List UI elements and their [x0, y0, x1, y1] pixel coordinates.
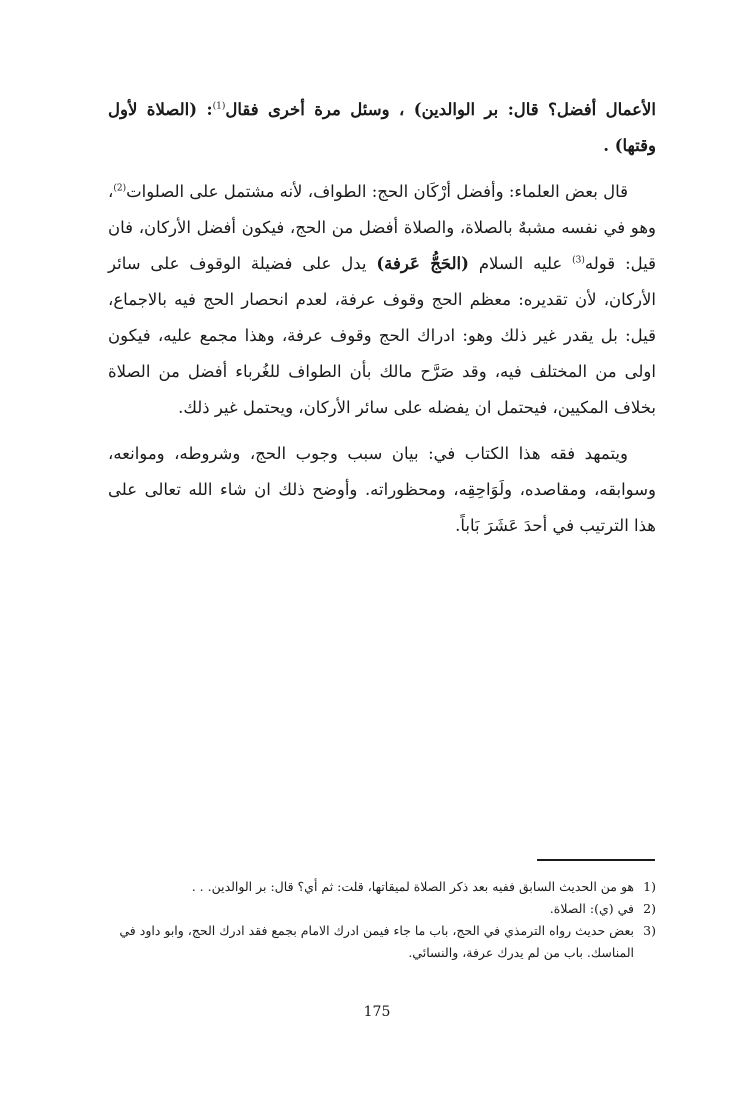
- footnote-separator: [537, 859, 655, 861]
- page-number: 175: [363, 1004, 391, 1020]
- hadith-quote: (الحَجُّ عَرفة): [376, 254, 469, 273]
- footnote-ref-1: (1): [212, 101, 226, 112]
- footnote-text: في (ي): الصلاة.: [549, 901, 634, 916]
- footnote-3: [108, 920, 656, 964]
- paragraph-2-text-a: قال بعض العلماء: وأفضل أرْكَان الحج: الطواف، لأنه مشتمل على الصلوات: [126, 182, 628, 201]
- footnote-number: 2): [643, 901, 656, 916]
- hadith-text-continued: : (الصلاة لأول وقتها) .: [108, 100, 656, 155]
- footnote-ref-3: (3): [572, 255, 585, 266]
- footnote-number: 3): [643, 923, 656, 938]
- footnote-number: 1): [643, 879, 656, 894]
- paragraph-2-text-d: يدل على فضيلة الوقوف على سائر الأركان، لأن تقديره: معظم الحج وقوف عرفة، لعدم انحصار الحج فيه بالاجماع، قيل: بل يقدر غير ذلك وهو: ادراك الحج وقوف عرفة، وهذا مجمع عليه، فيكون اولى من المختلف فيه، وقد صَرَّح مالك بأن الطواف للغُرباء أفضل من الصلاة بخلاف المكيين، فيحتمل ان يفضله على سائر الأركان، ويحتمل غير ذلك.: [108, 254, 656, 417]
- paragraph-1: [108, 92, 656, 164]
- footnote-text: بعض حديث رواه الترمذي في الحج، باب ما جاء فيمن ادرك الامام بجمع فقد ادرك الحج، وابو داود في المناسك. باب من لم يدرك عرفة، والنسائي.: [119, 923, 634, 960]
- hadith-text: الأعمال أفضل؟ قال: بر الوالدين) ، وسئل مرة أخرى فقال: [225, 100, 656, 119]
- paragraph-2-text-c: عليه السلام: [468, 254, 573, 273]
- footnote-2: [108, 898, 656, 920]
- paragraph-3-text: ويتمهد فقه هذا الكتاب في: بيان سبب وجوب الحج، وشروطه، وموانعه، وسوابقه، ومقاصده، ولَوَاحِقِه، ومحظوراته. وأوضح ذلك ان شاء الله تعالى على هذا الترتيب في أحدَ عَشَرَ بَاباً.: [108, 444, 656, 535]
- footnote-ref-2: (2): [113, 183, 127, 194]
- footnotes: [108, 876, 656, 964]
- paragraph-2: [108, 174, 656, 426]
- main-text: [108, 92, 656, 544]
- paragraph-2-text-b: ، وهو في نفسه مشبهٌ بالصلاة، والصلاة أفضل من الحج، فيكون أفضل الأركان، فان قيل: قوله: [108, 182, 656, 273]
- footnote-1: [108, 876, 656, 898]
- footnote-text: هو من الحديث السابق ففيه بعد ذكر الصلاة لميقاتها، قلت: ثم أي؟ قال: بر الوالدين. . .: [191, 879, 634, 894]
- paragraph-3: [108, 436, 656, 544]
